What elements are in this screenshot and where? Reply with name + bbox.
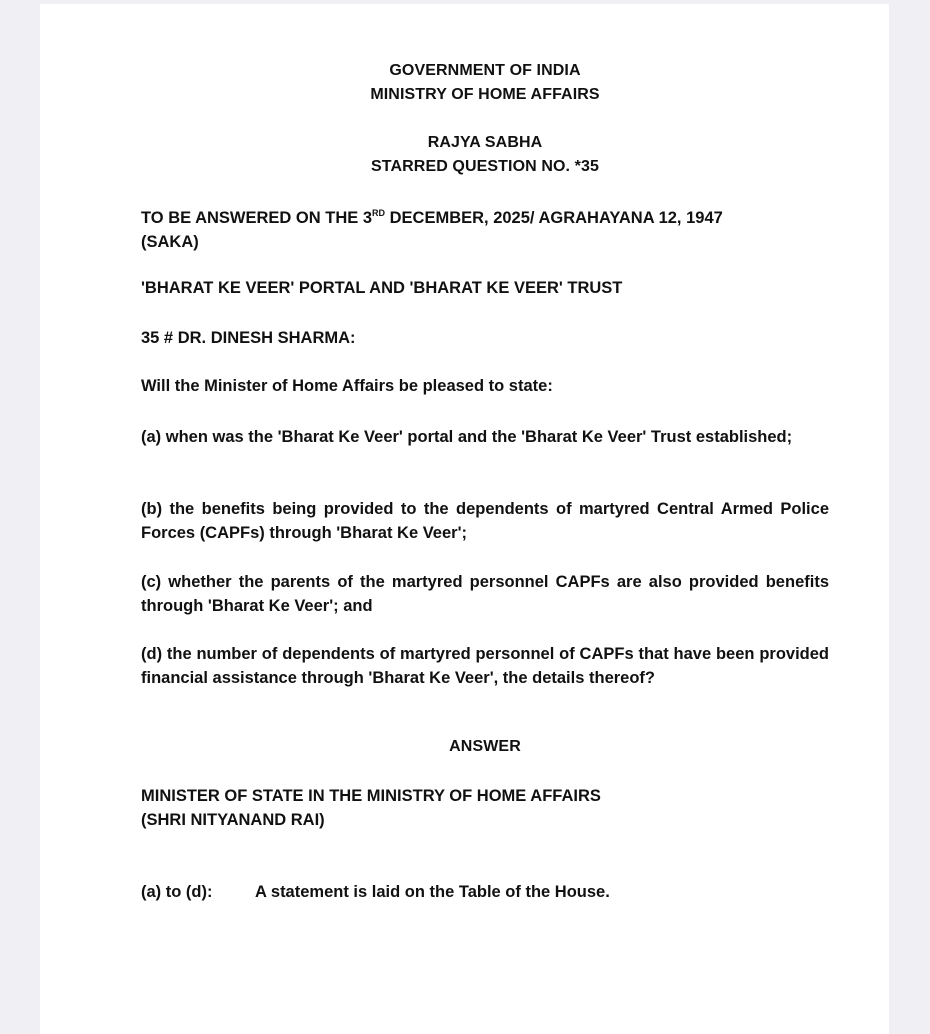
question-intro: Will the Minister of Home Affairs be pleased to state: — [141, 377, 553, 395]
header-ministry: MINISTRY OF HOME AFFAIRS — [370, 86, 600, 103]
minister-title: MINISTER OF STATE IN THE MINISTRY OF HOME AFFAIRS — [141, 787, 601, 805]
header-question-number: STARRED QUESTION NO. *35 — [371, 158, 599, 175]
question-c: (c) whether the parents of the martyred personnel CAPFs are also provided benefits through 'Bharat Ke Veer'; and — [141, 573, 829, 615]
answer-date-era: (SAKA) — [141, 233, 199, 251]
question-d: (d) the number of dependents of martyred personnel of CAPFs that have been provided financial assistance through 'Bharat Ke Veer', the details thereof? — [141, 645, 829, 687]
header-government: GOVERNMENT OF INDIA — [389, 62, 581, 79]
answer-text: A statement is laid on the Table of the House. — [255, 883, 610, 901]
answer-date: TO BE ANSWERED ON THE 3RD DECEMBER, 2025/ AGRAHAYANA 12, 1947 — [141, 208, 723, 227]
document-page — [40, 4, 889, 1034]
answer-heading: ANSWER — [449, 738, 521, 755]
header-house: RAJYA SABHA — [427, 134, 543, 151]
questioner: 35 # DR. DINESH SHARMA: — [141, 329, 356, 347]
question-subject: 'BHARAT KE VEER' PORTAL AND 'BHARAT KE VEER' TRUST — [141, 279, 623, 297]
answer-statement — [141, 883, 610, 902]
minister-name: (SHRI NITYANAND RAI) — [141, 811, 325, 829]
answer-label: (a) to (d): — [141, 883, 213, 901]
question-a: (a) when was the 'Bharat Ke Veer' portal and the 'Bharat Ke Veer' Trust established; — [141, 428, 793, 446]
question-b: (b) the benefits being provided to the dependents of martyred Central Armed Police Forces (CAPFs) through 'Bharat Ke Veer'; — [141, 500, 829, 542]
